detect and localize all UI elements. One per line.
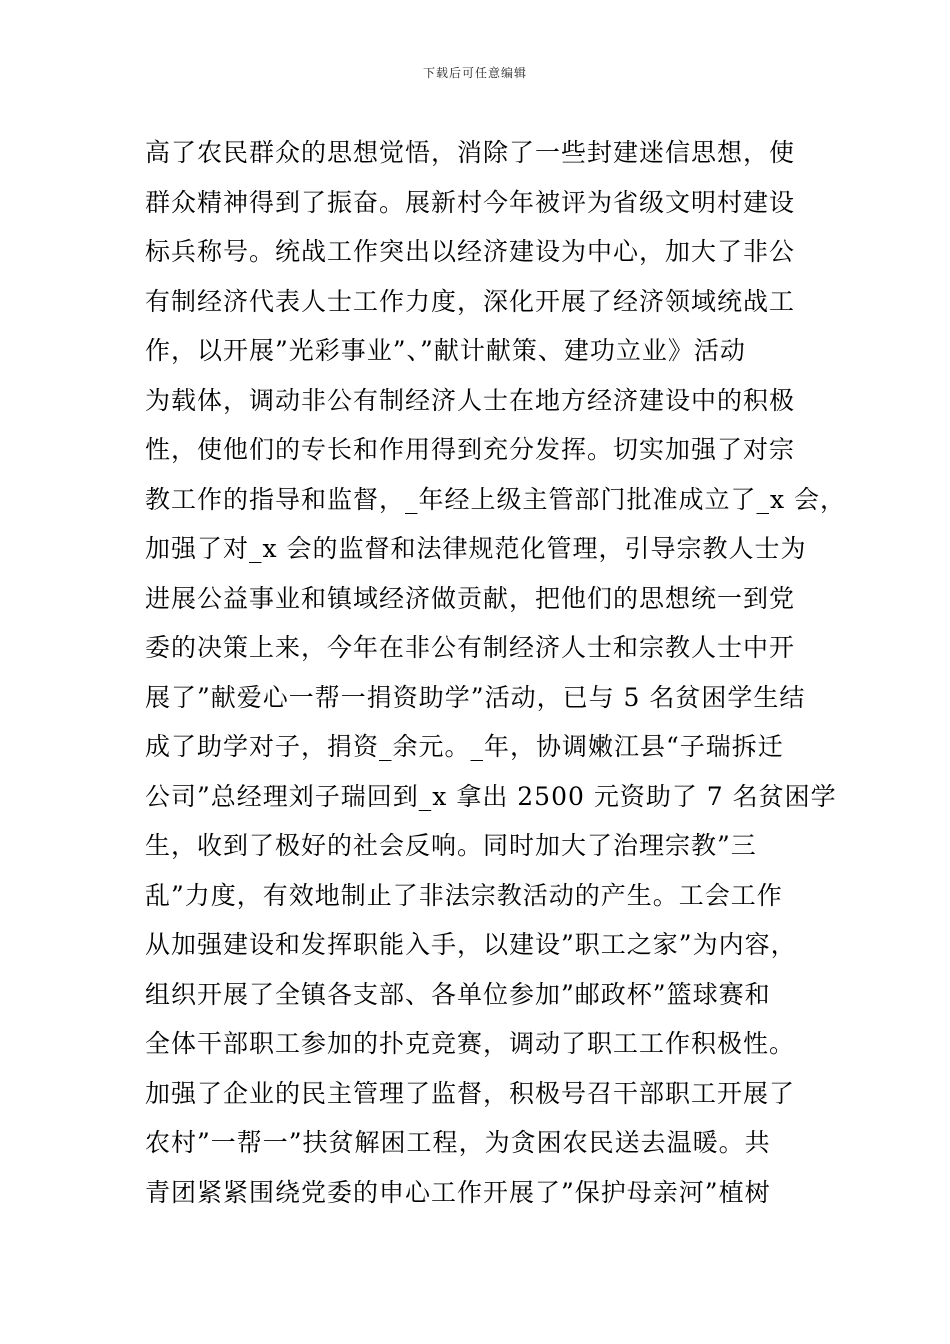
text-line: 从加强建设和发挥职能入手，以建设”职工之家”为内容， xyxy=(145,930,797,959)
text-line: 加强了企业的民主管理了监督，积极号召干部职工开展了 xyxy=(145,1078,796,1108)
text-line: 乱”力度，有效地制止了非法宗教活动的产生。工会工作 xyxy=(145,880,783,910)
text-line: 有制经济代表人士工作力度，深化开展了经济领域统战工 xyxy=(145,286,796,316)
text-line: 成了助学对子，捐资_余元。_年，协调嫩江县“子瑞拆迁 xyxy=(145,732,784,761)
text-line: 高了农民群众的思想觉悟，消除了一些封建迷信思想，使 xyxy=(145,138,796,167)
text-line: 为载体，调动非公有制经济人士在地方经济建设中的积极 xyxy=(145,385,796,415)
text-line: 作，以开展”光彩事业”、”献计献策、建功立业》活动 xyxy=(145,336,746,365)
text-line: 标兵称号。统战工作突出以经济建设为中心，加大了非公 xyxy=(145,237,796,266)
text-line: 生，收到了极好的社会反响。同时加大了治理宗教”三 xyxy=(145,831,757,860)
document-body xyxy=(145,128,847,1217)
text-line: 展了”献爱心一帮一捐资助学”活动，已与 5 名贫困学生结 xyxy=(145,682,806,712)
text-line: 公司”总经理刘子瑞回到_x 拿出 2500 元资助了 7 名贫困学 xyxy=(145,781,837,811)
text-line: 委的决策上来，今年在非公有制经济人士和宗教人士中开 xyxy=(145,633,796,662)
text-line: 加强了对_x 会的监督和法律规范化管理，引导宗教人士为 xyxy=(145,534,807,563)
text-line: 组织开展了全镇各支部、各单位参加”邮政杯”篮球赛和 xyxy=(145,979,771,1009)
text-line: 农村”一帮一”扶贫解困工程，为贪困农民送去温暖。共 xyxy=(145,1128,771,1157)
text-line: 性，使他们的专长和作用得到充分发挥。切实加强了对宗 xyxy=(145,435,796,464)
text-line: 群众精神得到了振奋。展新村今年被评为省级文明村建设 xyxy=(145,187,796,217)
text-line: 进展公益事业和镇域经济做贡献，把他们的思想统一到党 xyxy=(145,583,796,613)
text-line: 青团紧紧围绕党委的申心工作开展了”保护母亲河”植树 xyxy=(145,1177,771,1207)
text-line: 教工作的指导和监督，_年经上级主管部门批准成立了_x 会， xyxy=(145,484,847,514)
text-line: 全体干部职工参加的扑克竞赛，调动了职工工作积极性。 xyxy=(145,1029,796,1058)
page-header: 下载后可任意编辑 xyxy=(422,66,527,80)
